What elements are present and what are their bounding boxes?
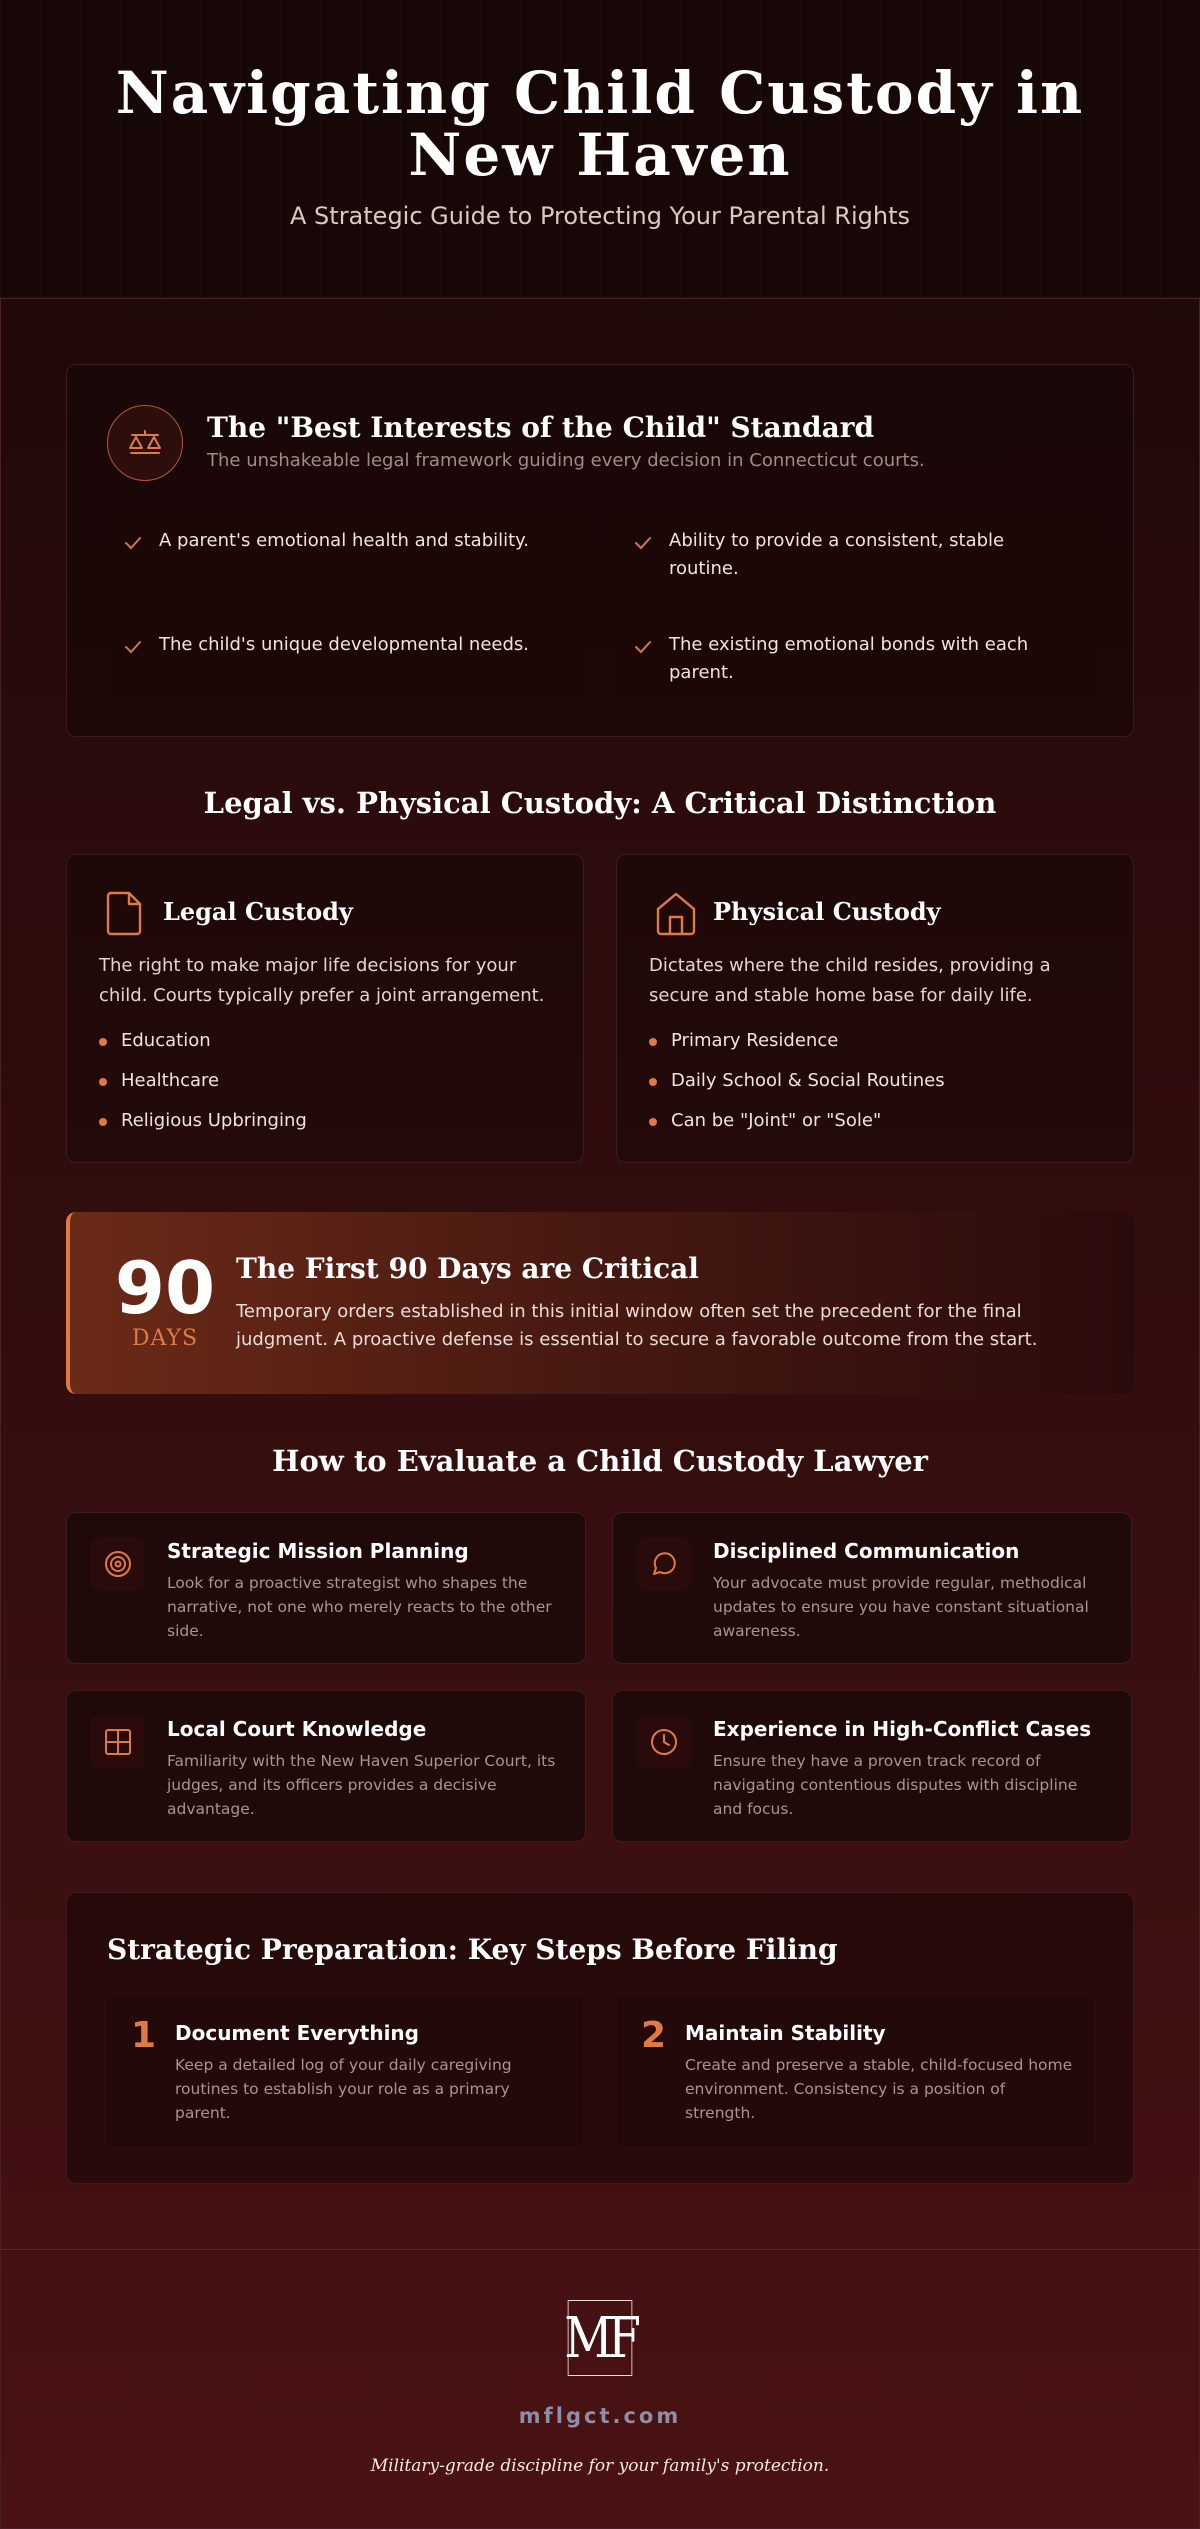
evaluation-card (66, 1690, 586, 1842)
step-item (617, 1995, 1093, 2147)
days-text: Temporary orders established in this initial window often set the precedent for the final judgment. A proactive defense is essential to secure a favorable outcome from the start. (236, 1301, 1038, 1350)
step-title: Document Everything (175, 2021, 419, 2045)
evaluation-card (612, 1512, 1132, 1664)
list-item: Daily School & Social Routines (649, 1061, 945, 1101)
evaluation-title: Strategic Mission Planning (167, 1539, 469, 1563)
evaluation-card (66, 1512, 586, 1664)
check-icon (123, 533, 143, 553)
evaluation-text: Your advocate must provide regular, methodical updates to ensure you have constant situational awareness. (713, 1574, 1089, 1640)
clock-icon (637, 1715, 691, 1769)
legal-custody-list (99, 1021, 307, 1141)
step-text: Keep a detailed log of your daily caregiving routines to establish your role as a primary parent. (175, 2056, 512, 2122)
step-number: 1 (131, 2015, 157, 2056)
preparation-title: Strategic Preparation: Key Steps Before Filing (107, 1933, 838, 1966)
check-icon (633, 533, 653, 553)
best-interests-subtitle: The unshakeable legal framework guiding every decision in Connecticut courts. (207, 450, 925, 471)
best-interests-title: The "Best Interests of the Child" Standard (207, 411, 875, 444)
document-icon (103, 889, 147, 937)
step-number: 2 (641, 2015, 667, 2056)
firm-logo: MF (568, 2300, 633, 2376)
physical-custody-list (649, 1021, 945, 1141)
home-icon (653, 889, 699, 937)
legal-custody-description: The right to make major life decisions for your child. Courts typically prefer a joint arrangement. (99, 955, 545, 1006)
days-title: The First 90 Days are Critical (236, 1252, 699, 1285)
evaluation-card (612, 1690, 1132, 1842)
check-icon (123, 637, 143, 657)
physical-custody-description: Dictates where the child resides, providing a secure and stable home base for daily life. (649, 955, 1051, 1006)
list-item: Religious Upbringing (99, 1101, 307, 1141)
step-item (107, 1995, 583, 2147)
step-title: Maintain Stability (685, 2021, 886, 2045)
legal-custody-title: Legal Custody (163, 897, 353, 926)
footer-tagline: Military-grade discipline for your family's protection. (370, 2456, 830, 2476)
criteria-item (107, 511, 585, 595)
check-icon (633, 637, 653, 657)
first-90-days-callout (66, 1212, 1134, 1394)
evaluation-text: Look for a proactive strategist who shapes the narrative, not one who merely reacts to the other side. (167, 1574, 552, 1640)
evaluate-heading: How to Evaluate a Child Custody Lawyer (272, 1444, 928, 1478)
best-interests-card (66, 364, 1134, 737)
page-footer (0, 2249, 1200, 2529)
list-item: Healthcare (99, 1061, 307, 1101)
evaluation-title: Disciplined Communication (713, 1539, 1020, 1563)
list-item: Education (99, 1021, 307, 1061)
page-subtitle: A Strategic Guide to Protecting Your Parental Rights (290, 202, 910, 230)
physical-custody-title: Physical Custody (713, 897, 941, 926)
list-item: Primary Residence (649, 1021, 945, 1061)
evaluation-title: Experience in High-Conflict Cases (713, 1717, 1092, 1741)
physical-custody-card (616, 854, 1134, 1163)
days-unit: DAYS (131, 1326, 199, 1351)
step-text: Create and preserve a stable, child-focused home environment. Consistency is a position of strength. (685, 2056, 1073, 2122)
criteria-item (617, 511, 1095, 595)
scales-icon (107, 405, 183, 481)
grid-icon (91, 1715, 145, 1769)
website-link[interactable]: mflgct.com (518, 2404, 682, 2428)
page-title: Navigating Child Custody in New Haven (115, 59, 1085, 189)
evaluation-text: Familiarity with the New Haven Superior Court, its judges, and its officers provides a decisive advantage. (167, 1752, 556, 1818)
evaluation-title: Local Court Knowledge (167, 1717, 427, 1741)
evaluation-text: Ensure they have a proven track record of navigating contentious disputes with discipline and focus. (713, 1752, 1078, 1818)
criteria-item (617, 615, 1095, 699)
criteria-text: A parent's emotional health and stability. (159, 530, 529, 551)
criteria-text: The existing emotional bonds with each parent. (669, 634, 1029, 683)
page-header (0, 0, 1200, 299)
custody-heading: Legal vs. Physical Custody: A Critical Distinction (203, 786, 997, 820)
preparation-card (66, 1892, 1134, 2184)
criteria-text: The child's unique developmental needs. (159, 634, 530, 655)
criteria-text: Ability to provide a consistent, stable routine. (669, 530, 1005, 579)
target-icon (91, 1537, 145, 1591)
chat-bubble-icon (637, 1537, 691, 1591)
days-number: 90 (114, 1246, 216, 1330)
criteria-item (107, 615, 585, 699)
list-item: Can be "Joint" or "Sole" (649, 1101, 945, 1141)
legal-custody-card (66, 854, 584, 1163)
